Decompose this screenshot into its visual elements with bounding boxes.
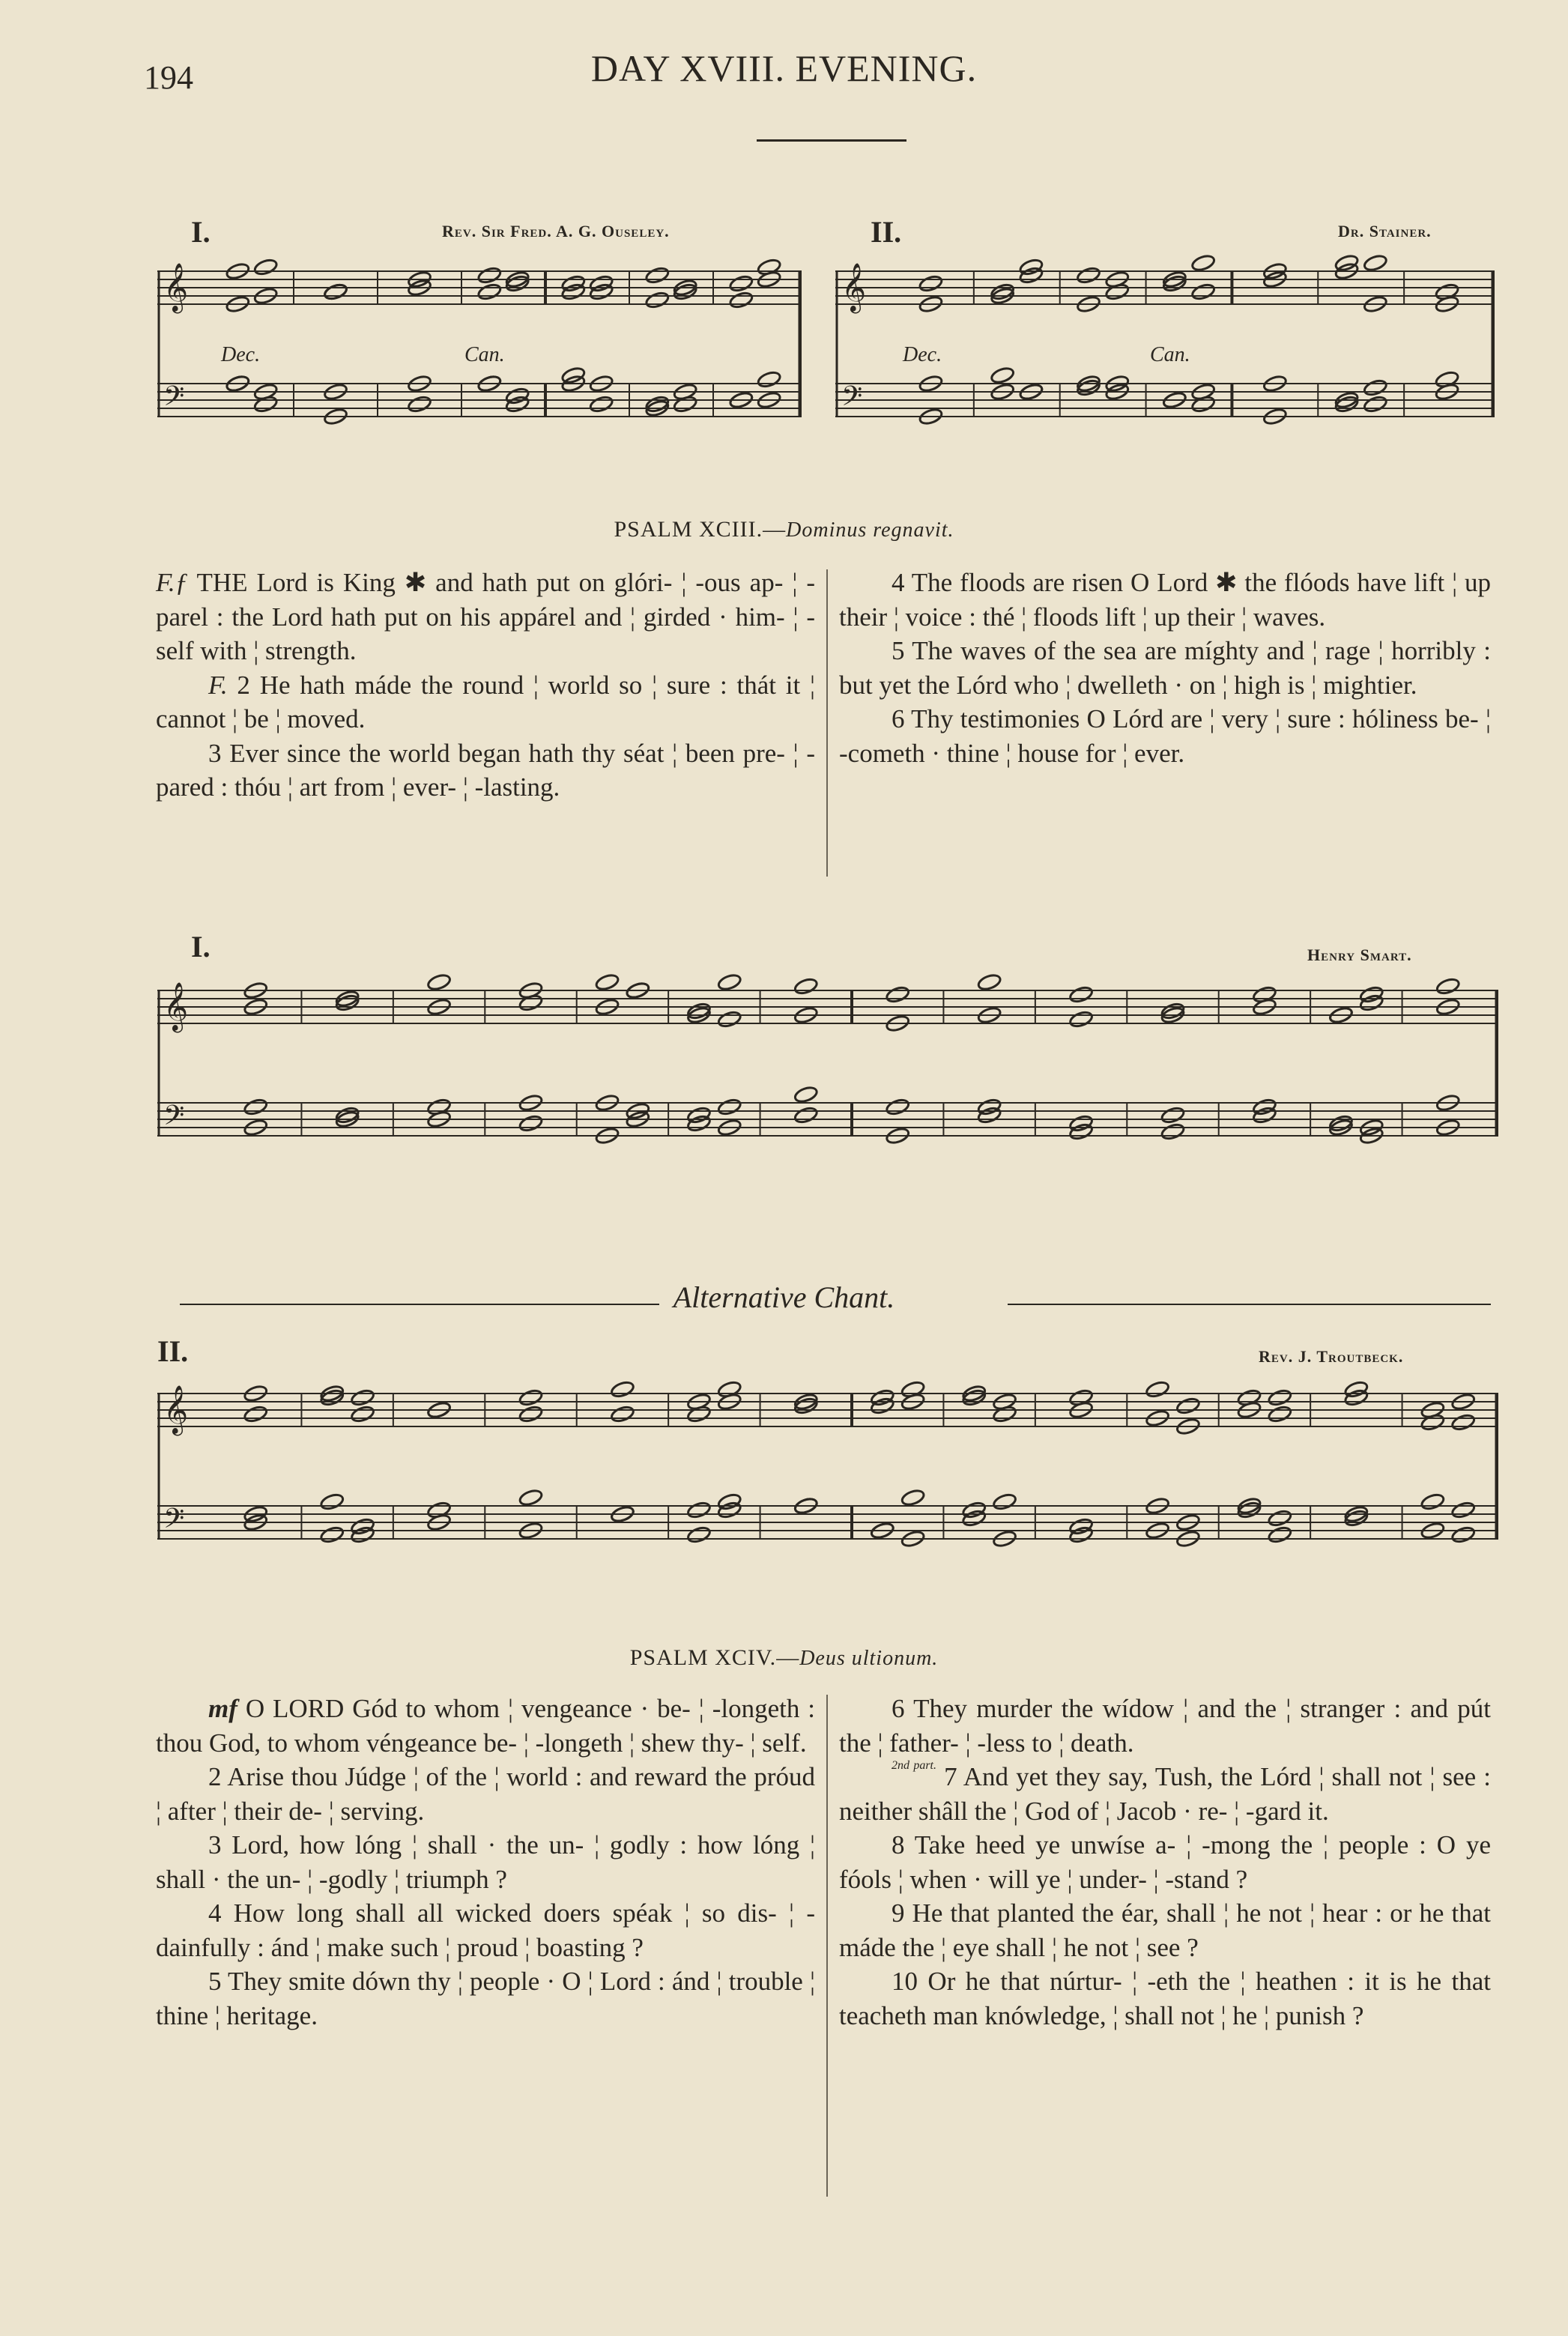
chant-smart-composer: Henry Smart.	[1307, 945, 1412, 964]
chant-smart-score	[157, 974, 1498, 1184]
chant-1-composer: Rev. Sir Fred. A. G. Ouseley.	[442, 222, 670, 240]
svg-text:𝄢: 𝄢	[841, 381, 863, 419]
psalm-93-verse-5: 5 The waves of the sea are míghty and ¦ rage ¦ horribly : but yet the Lórd who ¦ dwelleth · on ¦ high is ¦ mightier.	[839, 636, 1491, 700]
svg-text:𝄞: 𝄞	[163, 982, 189, 1031]
psalm-93-latin: Dominus regnavit.	[786, 518, 954, 542]
psalm-93-column-right	[839, 566, 1491, 770]
chant-2-composer: Dr. Stainer.	[1338, 222, 1432, 240]
dynamic-mark: F.ƒ	[156, 568, 189, 597]
psalm-94-title: PSALM XCIV.—Deus ultionum.	[629, 1645, 939, 1670]
psalm-94-verse-8: 8 Take heed ye unwíse a- ¦ -mong the ¦ people : O ye fóols ¦ when · will ye ¦ under- ¦ -stand ?	[839, 1830, 1491, 1894]
psalm-94-verse-6: 6 They murder the wídow ¦ and the ¦ stranger : and pút the ¦ father- ¦ -less to ¦ death.	[839, 1694, 1491, 1758]
dynamic-mark: F.	[208, 670, 228, 700]
svg-text:𝄞: 𝄞	[163, 263, 189, 312]
svg-text:𝄢: 𝄢	[163, 1100, 185, 1138]
chant-troutbeck-composer: Rev. J. Troutbeck.	[1259, 1347, 1404, 1366]
running-header: DAY XVIII. EVENING.	[590, 47, 978, 89]
svg-text:𝄢: 𝄢	[163, 1503, 185, 1541]
psalm-93-verse-1: F.ƒ THE Lord is King ✱ and hath put on glóri- ¦ -ous ap- ¦ -parel : the Lord hath put on his appárel and ¦ girded · him- ¦ -self with ¦ strength.	[156, 568, 815, 665]
chant-2-can: Can.	[1150, 343, 1190, 366]
psalm-94-verse-1: mf O LORD Gód to whom ¦ vengeance · be- ¦ -longeth : thou God, to whom véngeance be- ¦ -longeth ¦ shew thy- ¦ self.	[156, 1694, 815, 1758]
psalm-94-verse-5: 5 They smite dówn thy ¦ people · O ¦ Lord : ánd ¦ trouble ¦ thine ¦ heritage.	[156, 1967, 815, 2030]
page-number: 194	[144, 59, 193, 96]
psalm-93-verse-3: 3 Ever since the world began hath thy séat ¦ been pre- ¦ -pared : thóu ¦ art from ¦ ever- ¦ -lasting.	[156, 738, 815, 802]
column-divider	[826, 1695, 828, 2197]
psalm-93-column-left	[156, 566, 815, 805]
chant-1-label: I.	[191, 215, 211, 249]
psalm-94-column-right	[839, 1692, 1491, 2033]
psalm-94-verse-7: $^{2nd part.}$ 7 And yet they say, Tush, the Lórd ¦ shall not ¦ see : neither shâll the ¦ God of ¦ Jacob · re- ¦ -gard it.	[839, 1759, 1491, 1826]
psalm-94-verse-3: 3 Lord, how lóng ¦ shall · the un- ¦ godly : how lóng ¦ shall · the un- ¦ -godly ¦ triumph ?	[156, 1830, 815, 1894]
chant-troutbeck-score	[157, 1377, 1498, 1587]
psalm-94-verse-9: 9 He that planted the éar, shall ¦ he not ¦ hear : or he that máde the ¦ eye shall ¦ he not ¦ see ?	[839, 1898, 1491, 1962]
column-divider	[826, 569, 828, 877]
chant-1-can: Can.	[464, 343, 505, 366]
chant-2-label: II.	[871, 215, 902, 249]
psalm-93-verse-4: 4 The floods are risen O Lord ✱ the flóods have lift ¦ up their ¦ voice : thé ¦ floods lift ¦ up their ¦ waves.	[839, 568, 1491, 632]
svg-text:𝄞: 𝄞	[841, 263, 867, 312]
alternative-chant-title: Alternative Chant.	[0, 1280, 1568, 1315]
chant-troutbeck-label: II.	[157, 1334, 189, 1368]
psalm-93-verse-2: F. 2 He hath máde the round ¦ world so ¦ sure : thát it ¦ cannot ¦ be ¦ moved.	[156, 670, 815, 733]
psalm-94-verse-10: 10 Or he that núrtur- ¦ -eth the ¦ heathen : it is he that teacheth man knówledge, ¦ shall not ¦ he ¦ punish ?	[839, 1967, 1491, 2030]
psalm-94-latin: Deus ultionum.	[799, 1647, 939, 1670]
svg-text:𝄞: 𝄞	[163, 1385, 189, 1434]
psalm-93-title: PSALM XCIII.—Dominus regnavit.	[614, 517, 954, 542]
psalm-94-verse-4: 4 How long shall all wicked doers spéak ¦ so dis- ¦ -dainfully : ánd ¦ make such ¦ proud ¦ boasting ?	[156, 1898, 815, 1962]
psalm-93-verse-6: 6 Thy testimonies O Lórd are ¦ very ¦ sure : hóliness be- ¦ -cometh · thine ¦ house for ¦ ever.	[839, 704, 1491, 768]
chant-smart-label: I.	[191, 930, 211, 963]
psalm-94-verse-2: 2 Arise thou Júdge ¦ of the ¦ world : and reward the próud ¦ after ¦ their de- ¦ serving.	[156, 1762, 815, 1826]
second-part-mark: 2nd part.	[892, 1759, 936, 1772]
svg-text:𝄢: 𝄢	[163, 381, 185, 419]
psalm-94-number: PSALM XCIV.	[629, 1645, 777, 1670]
dynamic-mark: mf	[208, 1694, 237, 1723]
chant-2-dec: Dec.	[903, 343, 942, 366]
psalm-94-column-left	[156, 1692, 815, 2033]
psalm-93-number: PSALM XCIII.	[614, 517, 763, 542]
chant-1-dec: Dec.	[221, 343, 261, 366]
header-rule	[757, 139, 906, 142]
